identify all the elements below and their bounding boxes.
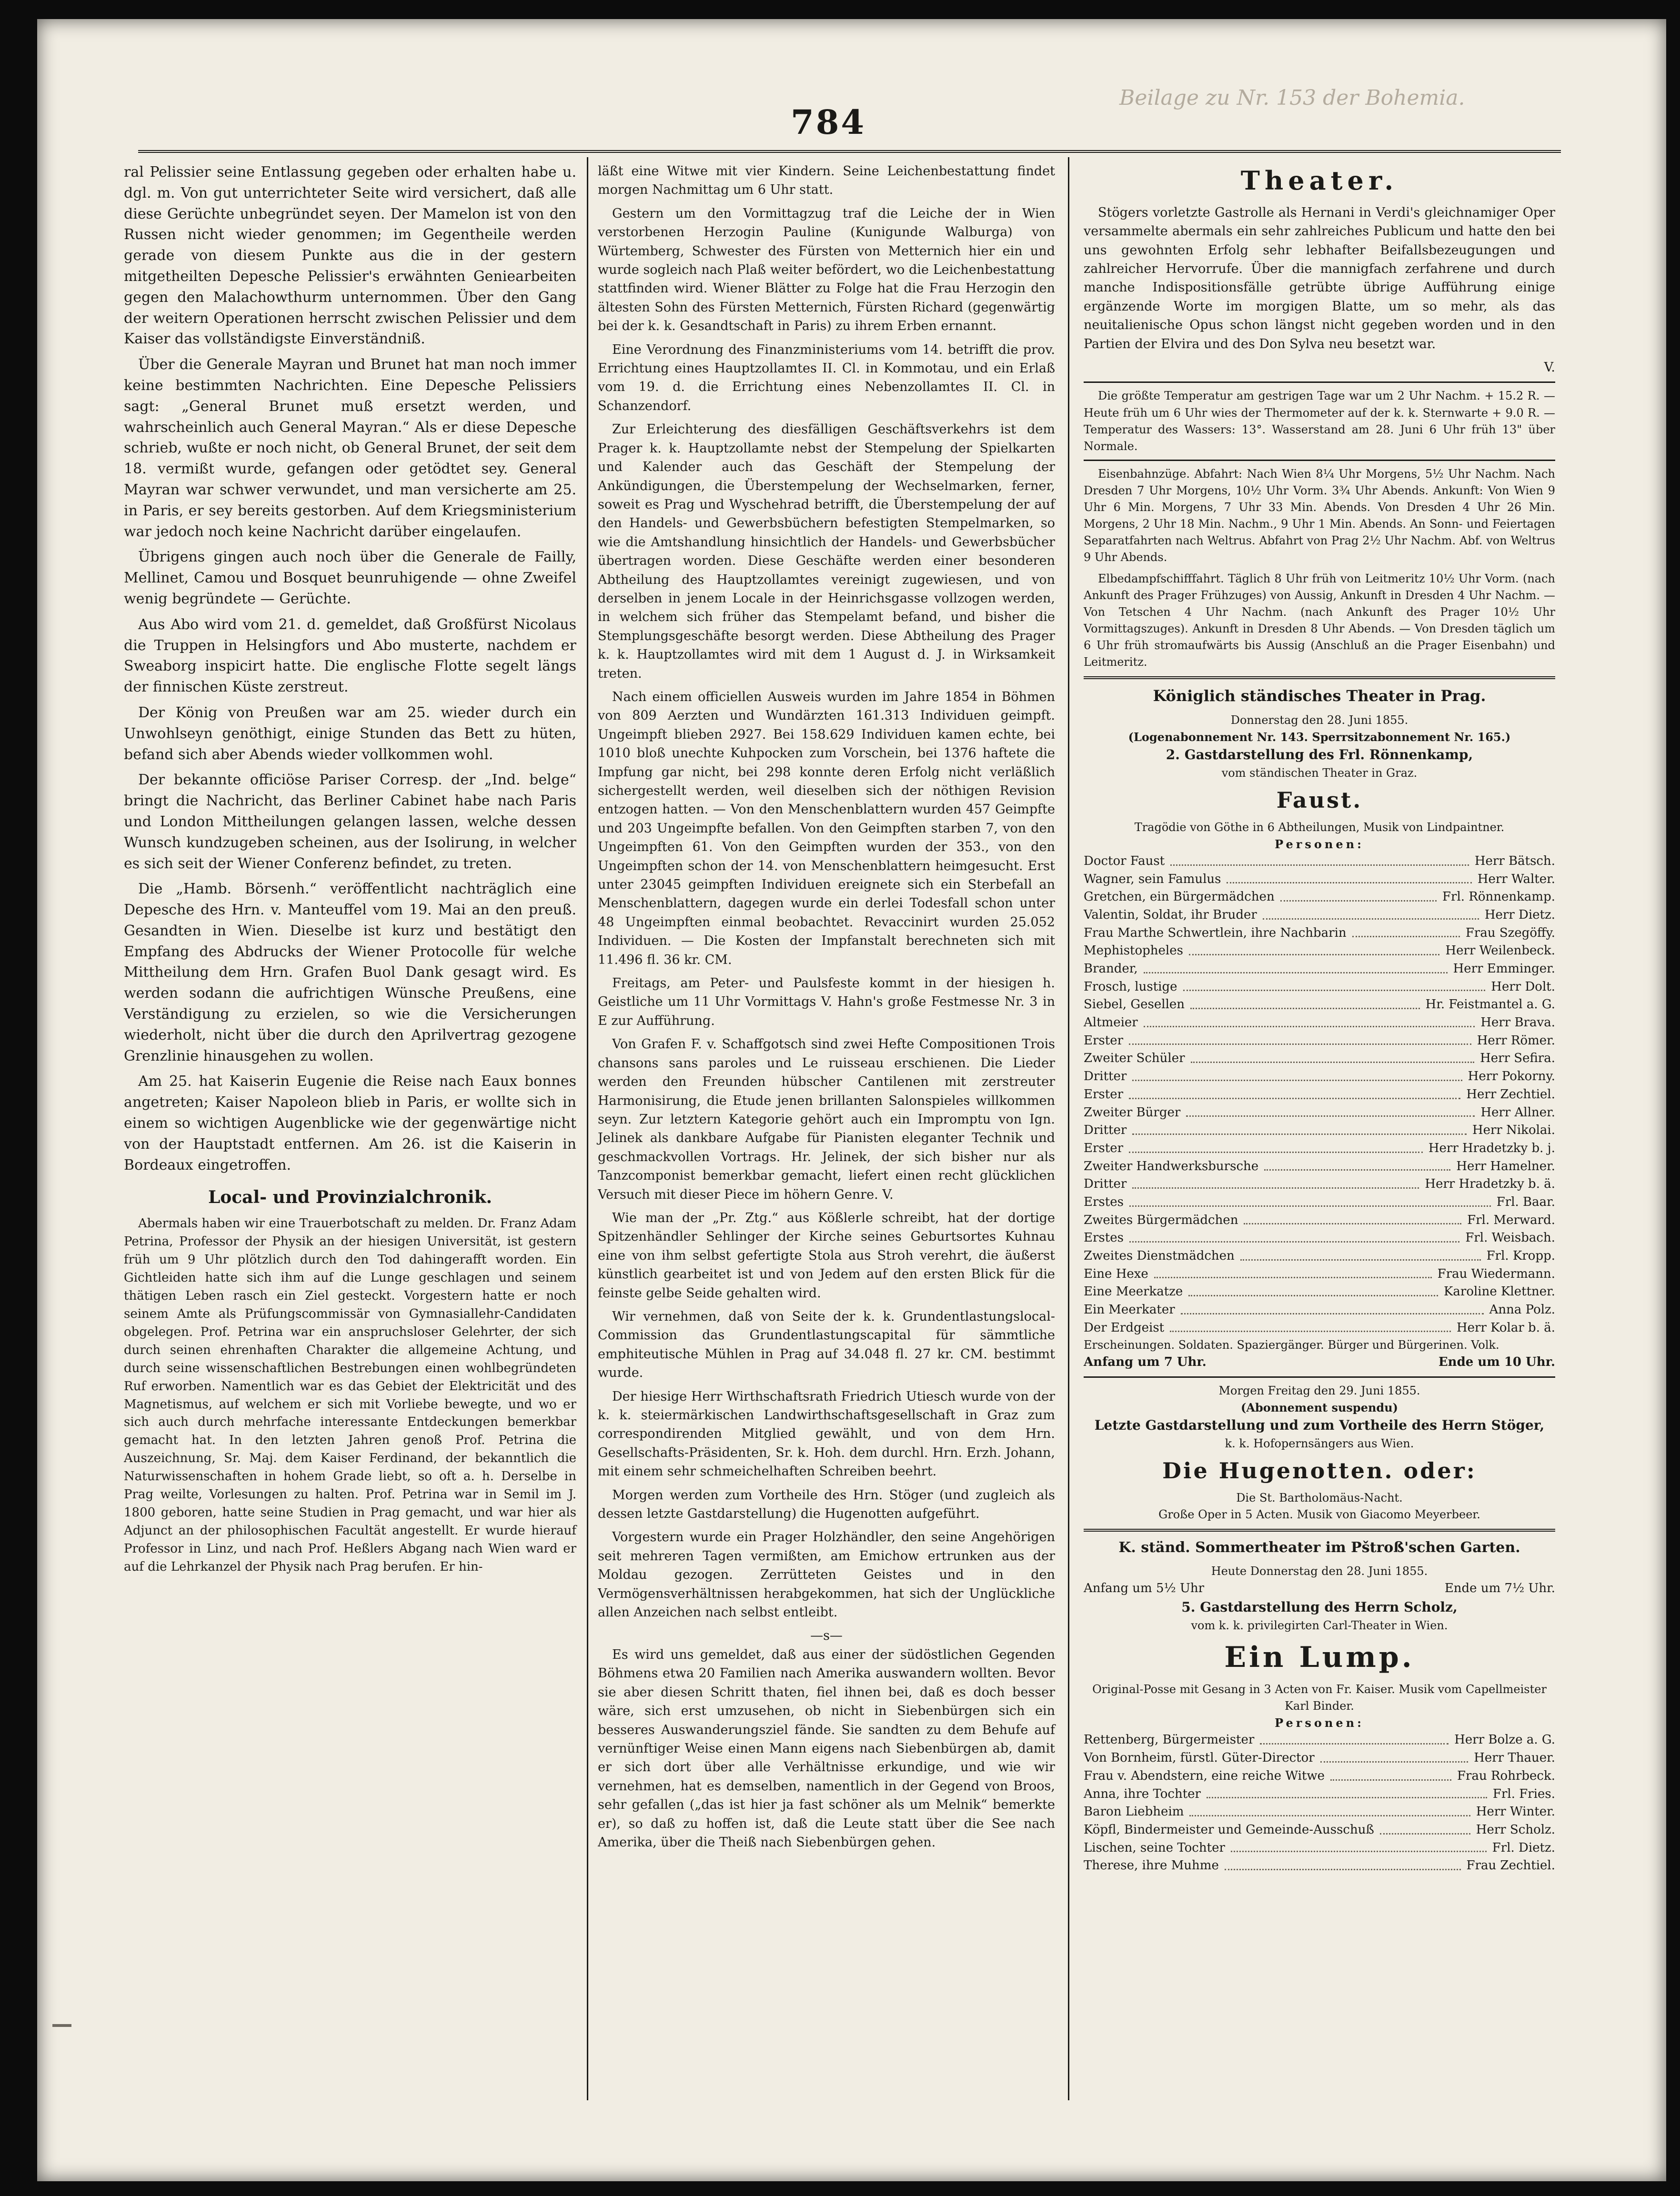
role-name: Köpfl, Bindermeister und Gemeinde-Ausschuß <box>1084 1822 1374 1837</box>
leader-dots <box>1154 1265 1432 1279</box>
cast-row <box>1084 1068 1555 1086</box>
actor-name: Frau Rohrbeck. <box>1457 1768 1555 1783</box>
column-politics <box>124 162 576 1581</box>
leader-dots <box>1190 996 1420 1009</box>
leader-dots <box>1320 1749 1469 1763</box>
actor-name: Frau Zechtiel. <box>1466 1858 1555 1873</box>
leader-dots <box>1129 1086 1460 1099</box>
leader-dots <box>1188 1283 1438 1296</box>
article-paragraph: Der König von Preußen war am 25. wieder durch ein Unwohlseyn genöthigt, einige Stunden das Bett zu hüten, befand sich aber Abends wieder vollkommen wohl. <box>124 704 576 763</box>
actor-name: Herr Dietz. <box>1484 907 1555 922</box>
actor-name: Herr Kolar b. ä. <box>1456 1320 1555 1335</box>
actor-name: Herr Emminger. <box>1453 962 1555 976</box>
role-name: Erstes <box>1084 1194 1124 1209</box>
playbill-house: Königlich ständisches Theater in Prag. <box>1153 686 1486 705</box>
cast-row <box>1084 1803 1555 1821</box>
leader-dots <box>1380 1821 1470 1835</box>
cast-row <box>1084 1014 1555 1032</box>
column-divider-1 <box>587 157 588 2100</box>
leader-dots <box>1207 1785 1487 1799</box>
actor-name: Herr Thauer. <box>1474 1751 1555 1765</box>
chronicle-paragraph: Abermals haben wir eine Trauerbotschaft zu melden. Dr. Franz Adam Petrina, Professor der Physik an der hiesigen Universität, ist gestern früh um 9 Uhr plötzlich durch den Tod dahingerafft worden. Ein Gichtleiden hatte sich ihm auf die Lunge geschlagen und seinem thätigen Leben rasch ein Ziel gesteckt. Vorgestern hatte er noch seinem Amte als Prüfungscommissär von Gymnasiallehr-Candidaten obgelegen. Prof. Petrina war ein anspruchsloser Gelehrter, der sich durch seinen ehrenhaften Charakter die allgemeine Achtung, und durch seine wissenschaftlichen Bestrebungen einen wohlbegründeten Ruf erworben. Namentlich war es das Gebiet der Elektricität und des Magnetismus, auf welchem er sich mit Vorliebe bewegte, und wo er sich auch durch mehrfache interessante Entdeckungen bemerkbar gemacht hat. In den letzten Jahren genoß Prof. Petrina die Auszeichnung, Sr. Maj. dem Kaiser Ferdinand, der bekanntlich die Naturwissenschaften in hohem Grade liebt, so oft a. h. Derselbe in Prag weilte, Vorlesungen zu halten. Prof. Petrina war in Semil im J. 1800 geboren, hatte seine Studien in Prag gemacht, und war hier als Adjunct an der philosophischen Facultät angestellt. Er wurde hierauf Professor in Linz, und nach Prof. Heßlers Abgang nach Wien ward er auf die Lehrkanzel der Physik nach Prag berufen. Er hin- <box>124 1216 576 1574</box>
leader-dots <box>1231 1839 1487 1853</box>
chronicle-paragraph: Zur Erleichterung des diesfälligen Geschäftsverkehrs ist dem Prager k. k. Hauptzollamte nebst der Stempelung der Spielkarten und Kalender auch das Geschäft der Stempelung der Ankündigungen, die Überstempelung der Wechselmarken, ferner, soweit es Prag und Wyschehrad betrifft, die Überstempelung der auf den Handels- und Gewerbsbüchern befestigten Stempelmarken, so wie die Amtshandlung hinsichtlich der Handels- und Gewerbsbücher übertragen worden. Diese Geschäfte werden einer besonderen Abtheilung des Hauptzollamtes vereinigt zugewiesen, und von derselben in jenem Locale in der Heinrichsgasse vollzogen werden, in welchem sich früher das Stempelamt befand, und bisher die Stemplungsgeschäfte besorgt werden. Diese Abtheilung des Prager k. k. Hauptzollamtes wird mit dem 1 August d. J. in Wirksamkeit treten. <box>598 422 1055 681</box>
chronicle-paragraph: Wir vernehmen, daß von Seite der k. k. Grundentlastungslocal-Commission das Grundentlastungscapital für sämmtliche emphiteutische Mühlen in Prag auf 34.048 fl. 27 kr. CM. bestimmt wurde. <box>598 1309 1055 1381</box>
actor-name: Herr Pokorny. <box>1468 1069 1555 1084</box>
cast-row <box>1084 1857 1555 1875</box>
playbill-description: Original-Posse mit Gesang in 3 Acten von Fr. Kaiser. Musik vom Capellmeister Karl Binder. <box>1092 1683 1547 1713</box>
cast-row <box>1084 1212 1555 1230</box>
chronicle-paragraph: läßt eine Witwe mit vier Kindern. Seine Leichenbestattung findet morgen Nachmittag um 6 Uhr statt. <box>598 164 1055 198</box>
role-name: Valentin, Soldat, ihr Bruder <box>1084 907 1257 922</box>
cast-row <box>1084 1193 1555 1212</box>
playbill-description: Große Oper in 5 Acten. Musik von Giacomo Meyerbeer. <box>1158 1508 1480 1522</box>
column-chronicle <box>598 162 1055 1856</box>
leader-dots <box>1181 1301 1484 1314</box>
cast-row <box>1084 924 1555 943</box>
chronicle-paragraph: Morgen werden zum Vortheile des Hrn. Stöger (und zugleich als dessen letzte Gastdarstellung) die Hugenotten aufgeführt. <box>598 1487 1055 1522</box>
role-name: Brander, <box>1084 962 1138 976</box>
end-time: Ende um 7½ Uhr. <box>1444 1581 1555 1596</box>
cast-row <box>1084 1265 1555 1284</box>
divider <box>1084 1529 1555 1532</box>
article-paragraph: Übrigens gingen auch noch über die Generale de Failly, Mellinet, Camou und Bosquet beunruhigende — ohne Zweifel wenig begründete — Gerüchte. <box>124 549 576 607</box>
actor-name: Frl. Merward. <box>1467 1213 1555 1227</box>
header-rule <box>138 150 1561 153</box>
section-heading-chronicle: Local- und Provinzialchronik. <box>208 1187 493 1208</box>
leader-dots <box>1260 1731 1449 1745</box>
cast-row <box>1084 1731 1555 1749</box>
leader-dots <box>1129 1193 1491 1207</box>
margin-mark <box>52 2024 71 2027</box>
role-name: Eine Meerkatze <box>1084 1284 1183 1299</box>
cast-row <box>1084 871 1555 889</box>
cast-heading: Personen: <box>1275 1716 1364 1730</box>
weather-report: Die größte Temperatur am gestrigen Tage war um 2 Uhr Nachm. + 15.2 R. — Heute früh um 6 Uhr wies der Thermometer auf der k. k. Sternwarte + 9.0 R. — Temperatur des Wassers: 13°. Wasserstand am 28. Juni 6 Uhr früh 13" über Normale. <box>1084 389 1555 453</box>
cast-row <box>1084 1175 1555 1193</box>
actor-name: Frl. Weisbach. <box>1465 1231 1555 1245</box>
column-theater <box>1084 162 1555 1875</box>
playbill-date: Donnerstag den 28. Juni 1855. <box>1230 713 1408 727</box>
role-name: Zweiter Handwerksbursche <box>1084 1159 1259 1173</box>
playbill-guest-origin: k. k. Hofopernsängers aus Wien. <box>1225 1437 1414 1451</box>
actor-name: Karoline Klettner. <box>1443 1284 1555 1299</box>
page-number: 784 <box>791 102 866 142</box>
actor-name: Herr Römer. <box>1477 1033 1555 1048</box>
role-name: Zweites Dienstmädchen <box>1084 1249 1235 1263</box>
actor-name: Herr Bolze a. G. <box>1454 1733 1555 1747</box>
role-name: Anna, ihre Tochter <box>1084 1786 1201 1801</box>
article-paragraph: Am 25. hat Kaiserin Eugenie die Reise nach Eaux bonnes angetreten; Kaiser Napoleon blieb in Paris, er wollte sich in einem so wichtigen Augenblicke wie der gegenwärtige nicht von der Hauptstadt entfernen. Am 26. ist die Kaiserin in Bordeaux eingetroffen. <box>124 1073 576 1173</box>
cast-row <box>1084 996 1555 1014</box>
playbill-extras: Erscheinungen. Soldaten. Spaziergänger. Bürger und Bürgerinen. Volk. <box>1084 1338 1499 1352</box>
steamer-timetable: Elbedampfschifffahrt. Täglich 8 Uhr früh von Leitmeritz 10½ Uhr Vorm. (nach Ankunft des Prager Frühzuges) von Aussig, Ankunft in Dresden 4 Uhr Nachm. — Von Tetschen 4 Uhr Nachm. (nach Ankunft des Prager 10½ Uhr Vormittagszuges). Ankunft in Dresden 8 Uhr Abends. — Von Dresden täglich um 6 Uhr früh stromaufwärts bis Aussig (Anschluß an die Prager Eisenbahn) und Leitmeritz. <box>1084 572 1555 669</box>
actor-name: Frl. Rönnenkamp. <box>1442 890 1555 904</box>
cast-row <box>1084 1319 1555 1337</box>
leader-dots <box>1227 871 1471 884</box>
end-time: Ende um 10 Uhr. <box>1438 1355 1555 1370</box>
actor-name: Frl. Dietz. <box>1492 1840 1555 1855</box>
chronicle-paragraph: Vorgestern wurde ein Prager Holzhändler, den seine Angehörigen seit mehreren Tagen vermißten, am Emichow ertrunken aus der Moldau gezogen. Zerrütteten Geistes und in den Vermögensverhältnissen herabgekommen, hat sich der Unglückliche allen Anzeichen nach selbst entleibt. <box>598 1530 1055 1620</box>
cast-row <box>1084 960 1555 978</box>
role-name: Ein Meerkater <box>1084 1303 1175 1317</box>
leader-dots <box>1189 1803 1470 1816</box>
cast-row <box>1084 1050 1555 1068</box>
cast-row <box>1084 942 1555 960</box>
actor-name: Frau Wiedermann. <box>1437 1266 1555 1281</box>
actor-name: Herr Nikolai. <box>1472 1123 1555 1138</box>
role-name: Doctor Faust <box>1084 853 1165 868</box>
cast-row <box>1084 1821 1555 1839</box>
leader-dots <box>1240 1247 1481 1261</box>
actor-name: Frl. Kropp. <box>1486 1249 1555 1263</box>
actor-name: Herr Walter. <box>1477 872 1555 886</box>
role-name: Frau Marthe Schwertlein, ihre Nachbarin <box>1084 925 1347 940</box>
role-name: Mephistopheles <box>1084 943 1183 958</box>
review-signature: V. <box>1544 360 1555 375</box>
leader-dots <box>1129 1140 1423 1153</box>
actor-name: Herr Allner. <box>1480 1105 1555 1120</box>
leader-dots <box>1183 978 1486 992</box>
leader-dots <box>1264 1158 1450 1171</box>
playbill-title: Die Hugenotten. oder: <box>1162 1458 1477 1484</box>
signature-mark: —s— <box>810 1628 843 1644</box>
role-name: Frau v. Abendstern, eine reiche Witwe <box>1084 1768 1325 1783</box>
role-name: Der Erdgeist <box>1084 1320 1165 1335</box>
cast-row <box>1084 978 1555 996</box>
start-time: Anfang um 5½ Uhr <box>1084 1581 1205 1596</box>
leader-dots <box>1129 1032 1471 1045</box>
leader-dots <box>1144 960 1448 973</box>
actor-name: Frau Szegöffy. <box>1465 925 1555 940</box>
cast-row <box>1084 1158 1555 1176</box>
divider <box>1084 1376 1555 1378</box>
cast-list <box>1084 852 1555 1337</box>
railway-timetable: Eisenbahnzüge. Abfahrt: Nach Wien 8¼ Uhr Morgens, 5½ Uhr Nachm. Nach Dresden 7 Uhr Morgens, 10½ Uhr Vorm. 3¾ Uhr Abends. Ankunft: Von Wien 9 Uhr 6 Min. Morgens, 7 Uhr 33 Min. Abends. Von Dresden 4 Uhr 26 Min. Morgens, 2 Uhr 18 Min. Nachm., 9 Uhr 1 Min. Abends. An Sonn- und Feiertagen Separatfahrten nach Weltrus. Abfahrt von Prag 2½ Uhr Nachm. Abf. von Weltrus 9 Uhr Abends. <box>1084 467 1555 564</box>
actor-name: Herr Sefira. <box>1480 1051 1555 1066</box>
playbill-house: K. ständ. Sommertheater im Pštroß'schen Garten. <box>1118 1539 1520 1556</box>
cast-row <box>1084 1301 1555 1319</box>
role-name: Gretchen, ein Bürgermädchen <box>1084 890 1275 904</box>
leader-dots <box>1170 1319 1451 1333</box>
cast-row <box>1084 1229 1555 1247</box>
leader-dots <box>1244 1212 1461 1225</box>
actor-name: Herr Weilenbeck. <box>1445 943 1555 958</box>
actor-name: Herr Hradetzky b. ä. <box>1425 1177 1555 1192</box>
playbill-title: Faust. <box>1276 787 1363 813</box>
role-name: Zweites Bürgermädchen <box>1084 1213 1238 1227</box>
role-name: Dritter <box>1084 1177 1127 1192</box>
divider <box>1084 460 1555 461</box>
role-name: Dritter <box>1084 1123 1127 1138</box>
article-paragraph: Der bekannte officiöse Pariser Corresp. der „Ind. belge“ bringt die Nachricht, das Berliner Cabinet habe nach Paris und London Mittheilungen gelangen lassen, welche dessen Wunsch kundzugeben scheinen, aus der Isolirung, in welcher es sich seit der Wiener Conferenz befindet, zu treten. <box>124 772 576 872</box>
article-paragraph: Die „Hamb. Börsenh.“ veröffentlicht nachträglich eine Depesche des Hrn. v. Manteuffel vom 19. Mai an den preuß. Gesandten in Wien. Dieselbe ist kurz und bestätigt den Empfang des Abdrucks der Wiener Protocolle für welche Mittheilung dem Hrn. Grafen Buol Dank gesagt wird. Es werden sodann die aufrichtigen Wünsche Preußens, eine Verständigung zu erzielen, so wie die Versicherungen wiederholt, nicht über die durch den Aprilvertrag gezogene Grenzlinie hinausgehen zu wollen. <box>124 881 576 1064</box>
playbill-guest-origin: vom k. k. privilegirten Carl-Theater in Wien. <box>1191 1618 1448 1632</box>
cast-row <box>1084 1785 1555 1804</box>
role-name: Frosch, lustige <box>1084 979 1177 994</box>
leader-dots <box>1129 1229 1459 1243</box>
role-name: Altmeier <box>1084 1015 1138 1030</box>
playbill-date: Morgen Freitag den 29. Juni 1855. <box>1218 1384 1420 1398</box>
role-name: Lischen, seine Tochter <box>1084 1840 1225 1855</box>
role-name: Zweiter Bürger <box>1084 1105 1181 1120</box>
cast-row <box>1084 1032 1555 1050</box>
role-name: Erster <box>1084 1033 1124 1048</box>
role-name: Erster <box>1084 1141 1124 1155</box>
actor-name: Herr Scholz. <box>1476 1822 1555 1837</box>
divider <box>1084 381 1555 383</box>
cast-row <box>1084 1086 1555 1104</box>
cast-row <box>1084 1839 1555 1857</box>
article-paragraph: ral Pelissier seine Entlassung gegeben oder erhalten habe u. dgl. m. Von gut unterrichteter Seite wird versichert, daß alle diese Gerüchte unbegründet seyen. Der Mamelon ist von den Russen nicht wieder genommen; im Gegentheile werden gerade von diesem Punkte aus die in der gestern mitgetheilten Depesche Pelissier's erwähnten Geniearbeiten gegen den Malachowthurm unternommen. Über den Gang der weitern Operationen herrscht zwischen Pelissier und dem Kaiser das vollständigste Einverständniß. <box>124 164 576 348</box>
playbill-guest: 2. Gastdarstellung des Frl. Rönnenkamp, <box>1166 746 1473 762</box>
playbill-description: Tragödie von Göthe in 6 Abtheilungen, Musik von Lindpaintner. <box>1134 820 1505 834</box>
playbill-guest-origin: vom ständischen Theater in Graz. <box>1221 766 1418 780</box>
running-head: Beilage zu Nr. 153 der Bohemia. <box>1119 86 1465 110</box>
actor-name: Herr Dolt. <box>1491 979 1555 994</box>
cast-row <box>1084 852 1555 871</box>
cast-row <box>1084 1104 1555 1122</box>
actor-name: Herr Hradetzky b. j. <box>1428 1141 1555 1155</box>
role-name: Erstes <box>1084 1231 1124 1245</box>
leader-dots <box>1132 1122 1467 1135</box>
role-name: Dritter <box>1084 1069 1127 1084</box>
chronicle-paragraph: Von Grafen F. v. Schaffgotsch sind zwei Hefte Compositionen Trois chansons sans paroles und Le ruisseau erschienen. Die Lieder werden den Freunden hübscher Cantilenen mit zerstreuter Harmonisirung, die Etude jenen brillanten Salonspieles willkommen seyn. Zur letztern Kategorie gehört auch ein Impromptu von Ign. Jelinek als dankbare Aufgabe für Pianisten eleganter Technik und geschmackvollen Vortrags. Hr. Jelinek, der sich bisher nur als Tanzcomponist bemerkbar gemacht, liefert einen recht glücklichen Versuch mit dieser Piece im höhern Genre. V. <box>598 1037 1055 1202</box>
cast-row <box>1084 1749 1555 1767</box>
leader-dots <box>1191 1050 1475 1063</box>
role-name: Baron Liebheim <box>1084 1805 1184 1819</box>
role-name: Siebel, Gesellen <box>1084 997 1185 1012</box>
cast-heading: Personen: <box>1275 837 1364 851</box>
actor-name: Herr Brava. <box>1480 1015 1555 1030</box>
chronicle-paragraph: Der hiesige Herr Wirthschaftsrath Friedrich Utiesch wurde von der k. k. steiermärkischen Landwirthschaftsgesellschaft in Graz zum correspondirenden Mitglied gewählt, und von dem Hrn. Gesellschafts-Präsidenten, Sr. k. Hoh. dem durchl. Hrn. Erzh. Johann, mit einem sehr schmeichelhaften Schreiben beehrt. <box>598 1389 1055 1479</box>
article-paragraph: Über die Generale Mayran und Brunet hat man noch immer keine bestimmten Nachrichten. Eine Depesche Pelissiers sagt: „General Brunet muß ersetzt werden, und wahrscheinlich auch General Mayran.“ Als er diese Depesche schrieb, wußte er noch nicht, ob General Brunet, der seit dem 18. vermißt wurde, gefangen oder getödtet sey. General Mayran war schwer verwundet, und man versicherte am 25. in Paris, er sey bereits gestorben. Auf dem Kriegsministerium war jedoch noch keine Nachricht darüber eingelaufen. <box>124 356 576 540</box>
playbill-guest: 5. Gastdarstellung des Herrn Scholz, <box>1181 1599 1458 1615</box>
actor-name: Frl. Baar. <box>1496 1194 1555 1209</box>
leader-dots <box>1189 942 1439 955</box>
leader-dots <box>1330 1767 1451 1781</box>
playbill-date: Heute Donnerstag den 28. Juni 1855. <box>1211 1564 1428 1578</box>
leader-dots <box>1132 1068 1462 1081</box>
leader-dots <box>1263 906 1479 920</box>
playbill-guest: Letzte Gastdarstellung und zum Vortheile des Herrn Stöger, <box>1094 1417 1545 1434</box>
leader-dots <box>1352 924 1460 938</box>
role-name: Zweiter Schüler <box>1084 1051 1185 1066</box>
actor-name: Anna Polz. <box>1489 1303 1555 1317</box>
article-paragraph: Aus Abo wird vom 21. d. gemeldet, daß Großfürst Nicolaus die Truppen in Helsingfors und Abo musterte, nachdem er Sweaborg inspicirt hatte. Die englische Flotte segelt längs der finnischen Küste zerstreut. <box>124 616 576 696</box>
chronicle-paragraph: Eine Verordnung des Finanzministeriums vom 14. betrifft die prov. Errichtung eines Hauptzollamtes II. Cl. in Kommotau, und ein Erlaß vom 19. d. die Errichtung eines Nebenzollamtes II. Cl. in Schanzendorf. <box>598 342 1055 413</box>
chronicle-paragraph: Wie man der „Pr. Ztg.“ aus Kößlerle schreibt, hat der dortige Spitzenhändler Sehlinger der Kirche seines Geburtsortes Kuhnau eine von ihm selbst gefertigte Stola aus Stroh verehrt, die äußerst künstlich gearbeitet ist und von Jedem auf den ersten Blick für die feinste gelbe Seide gehalten wird. <box>598 1210 1055 1301</box>
role-name: Erster <box>1084 1087 1124 1102</box>
actor-name: Herr Bätsch. <box>1474 853 1555 868</box>
cast-row <box>1084 888 1555 906</box>
actor-name: Herr Hamelner. <box>1456 1159 1555 1173</box>
leader-dots <box>1132 1175 1419 1189</box>
role-name: Therese, ihre Muhme <box>1084 1858 1219 1873</box>
playbill-subtitle: Die St. Bartholomäus-Nacht. <box>1236 1491 1403 1505</box>
column-divider-2 <box>1068 157 1069 2100</box>
theater-review: Stögers vorletzte Gastrolle als Hernani in Verdi's gleichnamiger Oper versammelte abermals ein sehr zahlreiches Publicum und hatte den bei uns gewohnten Erfolg sehr lebhafter Beifallsbezeugungen und zahlreicher Hervorrufe. Über die mannigfach zerfahrene und durch manche Indispositionsfälle getrübte übrige Aufführung einige ergänzende Worte im morgigen Blatte, um so mehr, als das neuitalienische Opus schon längst nicht gegeben worden und in den Partien der Elvira und des Don Sylva neu besetzt war. <box>1084 205 1555 351</box>
leader-dots <box>1225 1857 1461 1870</box>
cast-row <box>1084 1122 1555 1140</box>
playbill-title: Ein Lump. <box>1224 1640 1415 1674</box>
start-time: Anfang um 7 Uhr. <box>1084 1355 1207 1370</box>
actor-name: Frl. Fries. <box>1492 1786 1555 1801</box>
role-name: Eine Hexe <box>1084 1266 1148 1281</box>
playbill-abonnement: (Logenabonnement Nr. 143. Sperrsitzabonnement Nr. 165.) <box>1128 730 1511 744</box>
role-name: Rettenberg, Bürgermeister <box>1084 1733 1255 1747</box>
leader-dots <box>1186 1104 1475 1117</box>
cast-list <box>1084 1731 1555 1875</box>
leader-dots <box>1280 888 1437 902</box>
cast-row <box>1084 906 1555 924</box>
role-name: Von Bornheim, fürstl. Güter-Director <box>1084 1751 1315 1765</box>
leader-dots <box>1170 852 1469 866</box>
chronicle-paragraph: Es wird uns gemeldet, daß aus einer der südöstlichen Gegenden Böhmens etwa 20 Familien nach Amerika auswandern wollten. Bevor sie aber diesen Schritt thaten, fiel ihnen bei, daß es doch besser wäre, sich erst umzusehen, ob nicht in Siebenbürgen sich ein besseres Auswanderungsziel fände. Sie sandten zu dem Behufe auf vernünftiger Weise einen Mann eigens nach Siebenbürgen ab, damit er sich dort über alle Verhältnisse erkundige, und wie wir vernehmen, hat es demselben, namentlich in der Gegend von Broos, sehr gefallen („das ist hier ja fast schöner als um Melnik“ bemerkte er), so daß zu hoffen ist, daß die Leute statt über die See nach Amerika, über die Theiß nach Siebenbürgen gehen. <box>598 1647 1055 1850</box>
playbill-abonnement: (Abonnement suspendu) <box>1240 1401 1398 1415</box>
role-name: Wagner, sein Famulus <box>1084 872 1221 886</box>
divider <box>1084 676 1555 679</box>
chronicle-paragraph: Nach einem officiellen Ausweis wurden im Jahre 1854 in Böhmen von 809 Aerzten und Wundärzten 161.313 Individuen geimpft. Ungeimpft blieben 2927. Bei 158.629 Individuen kamen echte, bei 1010 bloß unechte Kuhpocken zum Vorschein, bei 1376 haftete die Impfung gar nicht, bei 298 konnte deren Erfolg nicht verläßlich sichergestellt werden, weil dieselben sich der nöthigen Revision entzogen hatten. — Von den Menschenblattern wurden 457 Geimpfte und 203 Ungeimpfte befallen. Von den Geimpften starben 7, von den Ungeimpften 61. Von den Geimpften wurden der 353., von den Ungeimpften schon der 14. von Menschenblattern heimgesucht. Erst unter 23045 geimpften Individuen ereignete sich ein Sterbefall an Menschenblattern, dagegen wurde ein derlei Todesfall schon unter 48 Ungeimpften einmal beobachtet. Revaccinirt wurden 25.052 Individuen. — Die Kosten der Impfanstalt berechneten sich mit 11.496 fl. 36 kr. CM. <box>598 689 1055 967</box>
chronicle-paragraph: Gestern um den Vormittagzug traf die Leiche der in Wien verstorbenen Herzogin Pauline (Kunigunde Walburga) von Würtemberg, Schwester des Fürsten von Metternich hier ein und wurde sogleich nach Plaß weiter befördert, wo die Leichenbestattung stattfinden wird. Wiener Blätter zu Folge hat die Frau Herzogin den ältesten Sohn des Fürsten Metternich, Fürsten Richard (gegenwärtig bei der k. k. Gesandtschaft in Paris) zu ihrem Erben ernannt. <box>598 206 1055 334</box>
chronicle-paragraph: Freitags, am Peter- und Paulsfeste kommt in der hiesigen h. Geistliche um 11 Uhr Vormittags V. Hahn's große Festmesse Nr. 3 in E zur Aufführung. <box>598 976 1055 1028</box>
leader-dots <box>1144 1014 1475 1027</box>
cast-row <box>1084 1767 1555 1785</box>
cast-row <box>1084 1283 1555 1301</box>
actor-name: Herr Winter. <box>1476 1805 1555 1819</box>
cast-row <box>1084 1247 1555 1265</box>
actor-name: Hr. Feistmantel a. G. <box>1425 997 1555 1012</box>
section-heading-theater: Theater. <box>1240 165 1398 196</box>
cast-row <box>1084 1140 1555 1158</box>
actor-name: Herr Zechtiel. <box>1466 1087 1555 1102</box>
